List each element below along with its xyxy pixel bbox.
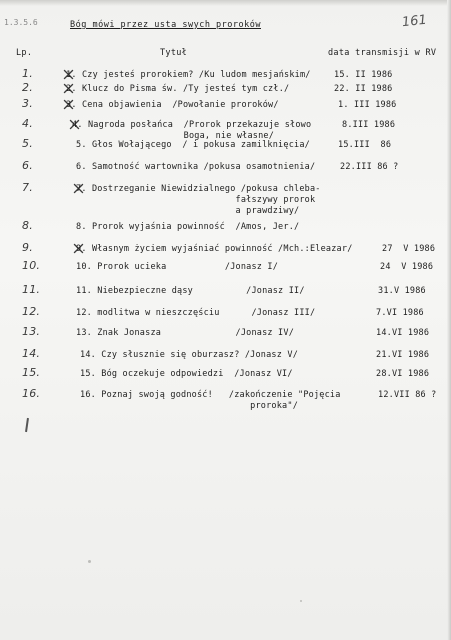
handwritten-row-number: 7. xyxy=(22,181,33,194)
handwritten-row-number: 4. xyxy=(22,117,33,130)
handwritten-row-number: 6. xyxy=(22,159,33,172)
transmission-date: 24 V 1986 xyxy=(380,262,434,272)
scan-edge-right xyxy=(447,0,451,640)
program-title: 3. Cena objawienia /Powołanie proroków/ xyxy=(66,100,279,110)
program-title: 9. Własnym życiem wyjaśniać powinność /Mch.:Eleazar/ xyxy=(76,244,353,254)
program-title: 4. Nagroda posłańca /Prorok przekazuje słowo Boga, nie własne/ xyxy=(72,120,312,141)
program-title: 15. Bóg oczekuje odpowiedzi /Jonasz VI/ xyxy=(80,369,293,379)
handwritten-row-number: 1. xyxy=(22,67,33,80)
handwritten-row-number: 2. xyxy=(22,81,33,94)
transmission-date: 14.VI 1986 xyxy=(376,328,430,338)
handwritten-page-number: 161 xyxy=(401,12,428,31)
program-title: 14. Czy słusznie się oburzasz? /Jonasz V/ xyxy=(80,350,299,360)
program-title: 2. Klucz do Pisma św. /Ty jesteś tym czł./ xyxy=(66,84,290,94)
scan-edge-top xyxy=(0,0,451,6)
transmission-date: 31.V 1986 xyxy=(378,286,426,296)
transmission-date: 8.III 1986 xyxy=(342,120,396,130)
transmission-date: 7.VI 1986 xyxy=(376,308,424,318)
handwritten-stroke xyxy=(25,418,29,432)
scan-speck xyxy=(300,600,302,602)
transmission-date: 1. III 1986 xyxy=(338,100,397,110)
program-title: 11. Niebezpieczne dąsy /Jonasz II/ xyxy=(76,286,305,296)
header-title: Tytuł xyxy=(160,48,188,58)
handwritten-row-number: 9. xyxy=(22,241,33,254)
handwritten-row-number: 10. xyxy=(22,259,41,272)
transmission-date: 15.III 86 xyxy=(338,140,392,150)
transmission-date: 15. II 1986 xyxy=(334,70,393,80)
program-title: 13. Znak Jonasza /Jonasz IV/ xyxy=(76,328,295,338)
program-title: 10. Prorok ucieka /Jonasz I/ xyxy=(76,262,279,272)
transmission-date: 12.VII 86 ? xyxy=(378,390,437,400)
handwritten-row-number: 3. xyxy=(22,97,33,110)
handwritten-row-number: 8. xyxy=(22,219,33,232)
program-title: 8. Prorok wyjaśnia powinność /Amos, Jer./ xyxy=(76,222,300,232)
handwritten-row-number: 5. xyxy=(22,137,33,150)
transmission-date: 22. II 1986 xyxy=(334,84,393,94)
program-title: 6. Samotność wartownika /pokusa osamotnienia/ xyxy=(76,162,316,172)
handwritten-row-number: 12. xyxy=(22,305,41,318)
handwritten-row-number: 13. xyxy=(22,325,41,338)
header-date: data transmisji w RV xyxy=(328,48,437,58)
corner-mark: 1.3.5.6 xyxy=(4,18,38,27)
transmission-date: 28.VI 1986 xyxy=(376,369,430,379)
transmission-date: 22.III 86 ? xyxy=(340,162,399,172)
handwritten-row-number: 11. xyxy=(22,283,41,296)
handwritten-row-number: 15. xyxy=(22,366,41,379)
transmission-date: 21.VI 1986 xyxy=(376,350,430,360)
program-title: 12. modlitwa w nieszczęściu /Jonasz III/ xyxy=(76,308,316,318)
program-title: 16. Poznaj swoją godność! /zakończenie "Pojęcia proroka"/ xyxy=(80,390,341,411)
document-title: Bóg mówi przez usta swych proroków xyxy=(70,20,261,30)
handwritten-row-number: 14. xyxy=(22,347,41,360)
program-title: 1. Czy jesteś prorokiem? /Ku ludom mesjańskim/ xyxy=(66,70,311,80)
program-title: 7. Dostrzeganie Niewidzialnego /pokusa chleba- fałszywy prorok a prawdziwy/ xyxy=(76,184,321,216)
handwritten-row-number: 16. xyxy=(22,387,41,400)
program-title: 5. Głos Wołającego / i pokusa zamilknięcia/ xyxy=(76,140,310,150)
scan-speck xyxy=(88,560,91,563)
transmission-date: 27 V 1986 xyxy=(382,244,436,254)
header-lp: Lp. xyxy=(16,48,33,58)
